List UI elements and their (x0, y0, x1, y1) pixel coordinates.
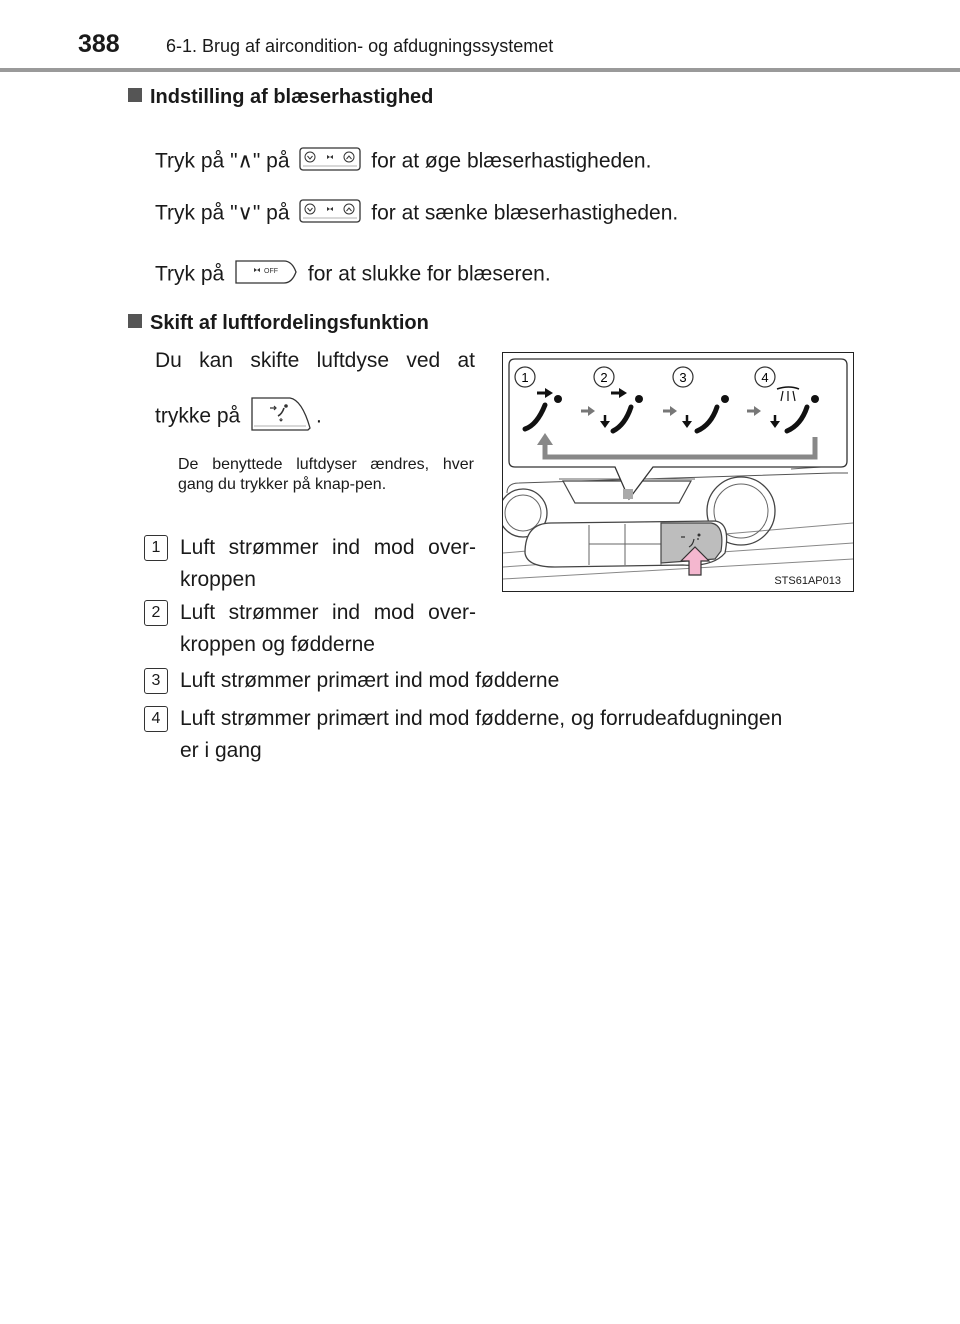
airflow-diagram (502, 352, 854, 592)
fan-speed-button-icon (299, 146, 361, 178)
heading-bullet-icon (128, 88, 142, 102)
page-number: 388 (78, 30, 120, 58)
blower-decrease-text: Tryk på "∨" på for at sænke blæserhastigheden. (155, 198, 678, 230)
list-item: Luft strømmer ind mod over- kroppen og fødderne (180, 601, 476, 656)
blower-heading: Indstilling af blæserhastighed (128, 86, 433, 109)
airflow-note: De benyttede luftdyser ændres, hver gang du trykker på knap-pen. (178, 456, 474, 493)
callout-number-1: 1 (521, 370, 529, 385)
airflow-diagram-illustration (503, 353, 853, 591)
airflow-heading: Skift af luftfordelingsfunktion (128, 312, 429, 335)
airflow-intro-line2: trykke på . (155, 394, 322, 440)
page-header (0, 0, 960, 74)
callout-number-3: 3 (679, 370, 687, 385)
section-title: 6-1. Brug af aircondition- og afdugningssystemet (166, 36, 554, 56)
list-marker-1: 1 (144, 535, 168, 561)
figure-code: STS61AP013 (774, 575, 841, 587)
list-item: Luft strømmer primært ind mod fødderne, og forrudeafdugningen er i gang (180, 707, 783, 762)
heading-bullet-icon (128, 314, 142, 328)
list-item: Luft strømmer primært ind mod fødderne (180, 669, 560, 692)
list-marker-3: 3 (144, 668, 168, 694)
list-item: Luft strømmer ind mod over- kroppen (180, 536, 476, 591)
callout-number-2: 2 (600, 370, 608, 385)
callout-number-4: 4 (761, 370, 769, 385)
header-rule (0, 68, 960, 72)
fan-speed-button-icon (299, 198, 361, 230)
svg-text:OFF: OFF (264, 268, 279, 275)
highlight-marker (623, 489, 633, 499)
airflow-intro-line1: Du kan skifte luftdyse ved at (155, 349, 475, 372)
list-marker-2: 2 (144, 600, 168, 626)
blower-off-text: Tryk på OFF for at slukke for blæseren. (155, 258, 551, 292)
airflow-mode-button-icon (250, 394, 312, 440)
list-marker-4: 4 (144, 706, 168, 732)
fan-off-button-icon (234, 258, 298, 292)
blower-increase-text: Tryk på "∧" på for at øge blæserhastigheden. (155, 146, 651, 178)
